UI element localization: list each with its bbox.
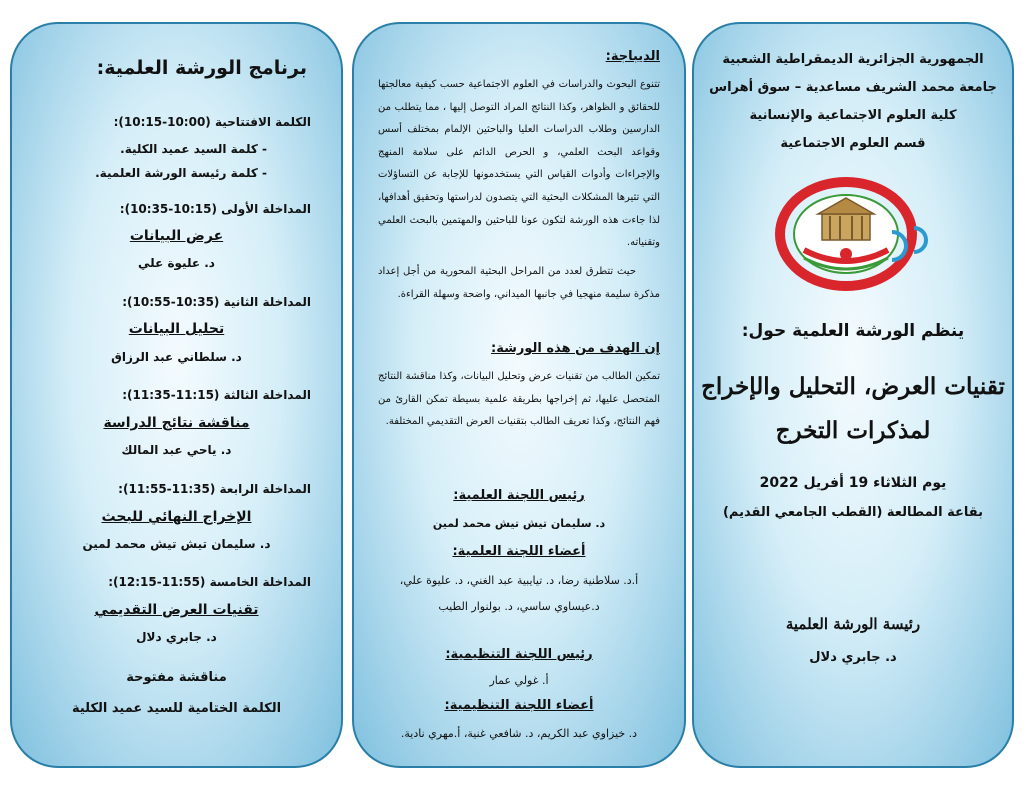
session-speaker: د. ياحي عبد المالك [121, 443, 232, 457]
opening-item: - كلمة السيد عميد الكلية. [120, 142, 267, 156]
event-date: يوم الثلاثاء 19 أفريل 2022 [759, 475, 947, 491]
session-topic: الإخراج النهائي للبحث [101, 509, 252, 525]
goal-paragraph: تمكين الطالب من تقنيات عرض وتحليل البيانات، وكذا مناقشة النتائج المتحصل عليها، ثم إخراجها بطريقة علمية بسيطة تمكن القارئ من فهم النتائج، وكذا تعريف الطالب بتقنيات العرض التقديمي المختلفة. [378, 371, 660, 428]
session-slot: المداخلة الخامسة (11:55-12:15): [108, 575, 311, 589]
event-venue: بقاعة المطالعة (القطب الجامعي القديم) [722, 505, 984, 520]
university-logo [764, 174, 944, 294]
preamble-heading: الديباجة: [605, 49, 660, 64]
scientific-members: د.عيساوي ساسي، د. بولنوار الطيب [438, 600, 600, 613]
scientific-chair-name: د. سليمان تيش تيش محمد لمين [432, 517, 606, 530]
scientific-members-heading: أعضاء اللجنة العلمية: [452, 544, 586, 559]
workshop-title: تقنيات العرض، التحليل والإخراج [701, 373, 1005, 400]
open-discussion: مناقشة مفتوحة [126, 670, 227, 685]
session-topic: مناقشة نتائج الدراسة [103, 415, 250, 431]
session-speaker: د. سلطاني عبد الرزاق [111, 350, 242, 364]
university-name: جامعة محمد الشريف مساعدية – سوق أهراس [709, 80, 997, 95]
organizing-members: د. خيزاوي عبد الكريم، د. شافعي غنية، أ.مهري نادية. [400, 727, 638, 740]
workshop-head-name: د. جابري دلال [809, 650, 897, 665]
session-slot: المداخلة الثالثة (11:15-11:35): [122, 388, 311, 402]
preamble-paragraph: حيث تتطرق لعدد من المراحل البحثية المحورية من أجل إعداد مذكرة سليمة منهجيا في جانبها الميداني، واضحة وسهلة القراءة. [378, 266, 660, 300]
organizing-members-heading: أعضاء اللجنة التنظيمية: [444, 698, 594, 713]
scientific-members: أ.د. سلاطنية رضا، د. تيايبية عبد الغني، د. عليوة علي، [399, 574, 639, 587]
preamble-paragraph: تتنوع البحوث والدراسات في العلوم الاجتماعية حسب كيفية معالجتها للحقائق و الظواهر، وكذا النتائج المراد التوصل إليها ، مما يتطلب من الدارسين وطلاب الدراسات العليا والباحثين الإلمام بمختلف أسس وقواعد البحث العلمي، و الحرص الدائم على سلامة المنهج والإجراءات وأدوات القياس التي يستخدمونها للإجابة عن التساؤلات التي تثيرها المشكلات البحثية التي يتصدون لدراستها وتحقيق أهدافها، لذا جاءت هذه الورشة لتكون عونا للباحثين والمهتمين بالبحث العلمي وتقنياته. [378, 79, 660, 249]
workshop-head-title: رئيسة الورشة العلمية [785, 615, 921, 633]
faculty-name: كلية العلوم الاجتماعية والإنسانية [749, 108, 957, 123]
session-topic: عرض البيانات [129, 228, 224, 244]
session-speaker: د. سليمان تيش تيش محمد لمين [82, 537, 271, 551]
opening-slot: الكلمة الافتتاحية (10:00-10:15): [113, 115, 311, 129]
session-speaker: د. جابري دلال [136, 630, 217, 644]
scientific-chair-heading: رئيس اللجنة العلمية: [453, 488, 585, 503]
session-slot: المداخلة الأولى (10:15-10:35): [119, 202, 311, 216]
session-topic: تحليل البيانات [128, 321, 225, 337]
department-name: قسم العلوم الاجتماعية [780, 136, 926, 151]
program-panel [10, 22, 343, 768]
workshop-title-line2: لمذكرات التخرج [775, 417, 931, 444]
cover-panel [692, 22, 1014, 768]
organizing-chair-heading: رئيس اللجنة التنظيمية: [445, 647, 593, 662]
session-slot: المداخلة الرابعة (11:35-11:55): [118, 482, 311, 496]
goal-heading: إن الهدف من هذه الورشة: [491, 341, 660, 356]
program-title: برنامج الورشة العلمية: [96, 57, 307, 79]
session-speaker: د. عليوة علي [138, 256, 215, 270]
republic-name: الجمهورية الجزائرية الديمقراطية الشعبية [722, 52, 984, 67]
session-topic: تقنيات العرض التقديمي [94, 602, 259, 618]
closing-speech: الكلمة الختامية للسيد عميد الكلية [71, 701, 282, 716]
organizing-chair-name: أ. غولي عمار [489, 674, 549, 687]
organizes-heading: ينظم الورشة العلمية حول: [741, 321, 965, 341]
session-slot: المداخلة الثانية (10:35-10:55): [122, 295, 311, 309]
opening-item: - كلمة رئيسة الورشة العلمية. [95, 166, 267, 180]
preamble-panel [352, 22, 686, 768]
